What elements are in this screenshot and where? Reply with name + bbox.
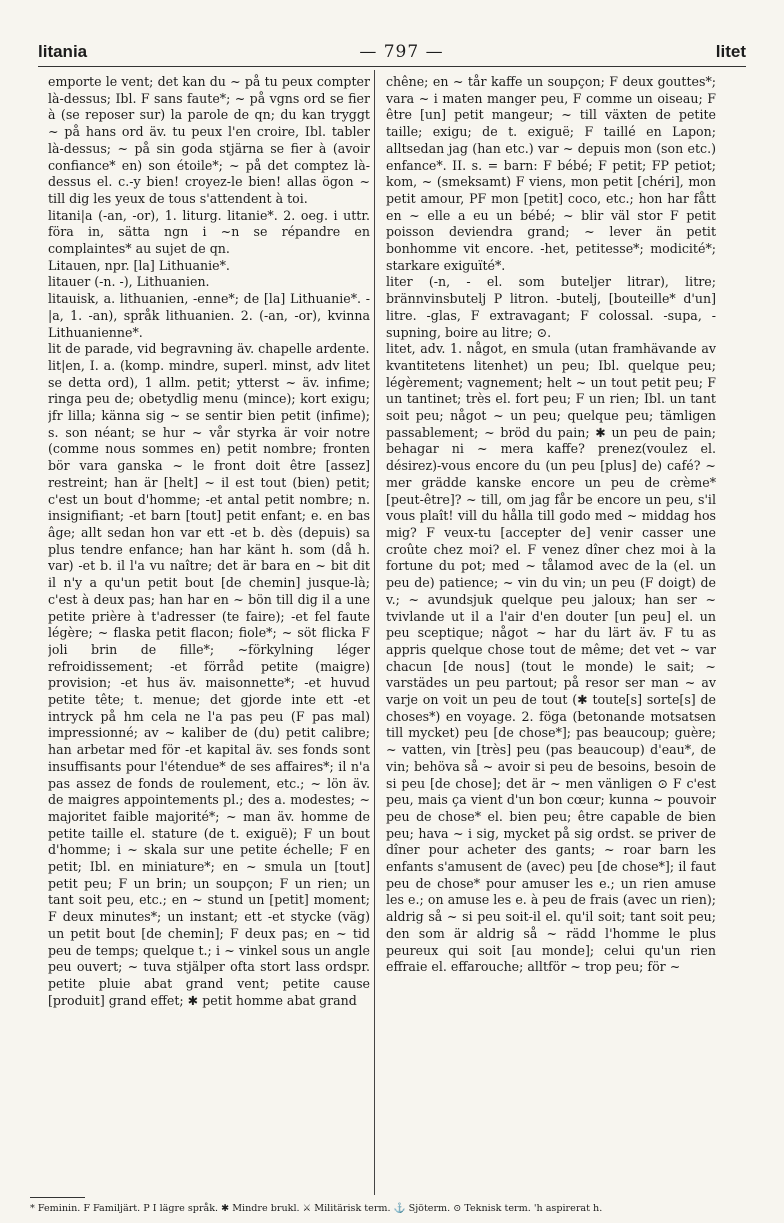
abbreviation-legend: * Feminin. F Familjärt. P I lägre språk. ✱ Mindre brukl. ⚔ Militärisk term. ⚓ Sjöterm. ⊙ Teknisk term. 'h aspirerat h. xyxy=(30,1203,603,1214)
footnote-rule xyxy=(30,1197,85,1198)
entry-lit-de-parade: lit de parade, vid begravning äv. chapelle ardente. xyxy=(48,341,370,357)
entry-litauisk: litauisk, a. lithuanien, -enne*; de [la] Lithuanie*. -|a, 1. -an), språk lithuanien. 2. (-an, -or), kvinna Lithuanienne*. xyxy=(48,291,370,340)
entry-litauer: litauer (-n. -), Lithuanien. xyxy=(48,274,210,290)
right-column xyxy=(386,74,716,1194)
header-right-guide-word: litet xyxy=(715,42,746,61)
entry-litet: litet, adv. 1. något, en smula (utan framhävande av kvantitetens litenhet) un peu; Ibl. quelque peu; légèrement; vagnement; helt ~ un tout petit peu; F un tantinet; très el. fort peu; F un rien; Ibl. un tant soit peu; något ~ un peu; quelque peu; tämligen passablement; ~ bröd du pain; ✱ un peu de pain; behagar ni ~ mera kaffe? prenez(voulez el. désirez)-vous encore du (un peu [plus] de) café? ~ mer grädde kanske encore un peu de crème* [peut-être]? ~ till, om jag får be encore un peu, s'il vous plaît! vill du hålla till godo med ~ middag hos mig? F veux-tu [accepter de] venir casser une croûte chez moi? el. F venez dîner chez moi à la fortune du pot; med ~ tålamod avec de la (el. un peu de) patience; ~ vin du vin; un peu (F doigt) de v.; ~ avundsjuk quelque peu jaloux; han ser ~ tvivlande ut il a l'air d'en douter [un peu] el. un peu sceptique; något ~ har du lärt äv. F tu as appris quelque chose tout de même; det vet ~ var chacun [de nous] (tout le monde) le sait; ~ varstädes un peu partout; på resor ser man ~ av varje on voit un peu de tout (✱ toute[s] sorte[s] de choses*) en voyage. 2. föga (betonande motsatsen till mycket) peu [de chose*]; pas beaucoup; guère; ~ vatten, vin [très] peu (pas beaucoup) d'eau*, de vin; behöva så ~ avoir si peu de besoins, besoin de si peu [de chose]; det är ~ men vänligen ⊙ F c'est peu, mais ça vient d'un bon cœur; kunna ~ pouvoir peu de chose* el. bien peu; être capable de bien peu; hava ~ i sig, mycket på sig ordst. se priver de dîner pour acheter des gants; ~ roar barn les enfants s'amusent de (avec) peu [de chose*]; il faut peu de chose* pour amuser les e.; un rien amuse les e.; on amuse les e. à peu de frais (avec un rien); aldrig så ~ si peu soit-il el. qu'il soit; tant soit peu; den som är aldrig så ~ rädd l'homme le plus peureux qui soit [au monde]; celui qu'un rien effraie el. effarouche; alltför ~ trop peu; för ~ xyxy=(386,341,716,975)
page-header xyxy=(38,38,746,67)
entry-liten: lit|en, I. a. (komp. mindre, superl. minst, adv litet se detta ord), 1 allm. petit; ytterst ~ äv. infime; ringa peu de; obetydlig menu (mince); kort exigu; jfr lilla; känna sig ~ se sentir bien petit (infime); s. son néant; se hur ~ vår styrka är voir notre (comme nous sommes en) petit nombre; fronten bör vara ganska ~ le front doit être [assez] restreint; han är [helt] ~ il est tout (bien) petit; c'est un bout d'homme; -et antal petit nombre; n. insignifiant; -et barn [tout] petit enfant; e. en bas âge; allt sedan hon var ett -et b. dès (depuis) sa plus tendre enfance; han har känt h. som (då h. var) -et b. il l'a vu naître; det är bara en ~ bit dit il n'y a qu'un petit bout [de chemin] jusque-là; c'est à deux pas; han har en ~ bön till dig il a une petite prière à t'adresser (te faire); -et fel faute légère; ~ flaska petit flacon; fiole*; ~ söt flicka F joli brin de fille*; ~förkylning léger refroidissement; -et förråd petite (maigre) provision; -et hus äv. maisonnette*; -et huvud petite tête; t. menue; det gjorde inte ett -et intryck på hm cela ne l'a pas peu (F pas mal) impressionné; av ~ kaliber de (du) petit calibre; han arbetar med för -et kapital äv. ses fonds sont insuffisants pour l'étendue* de ses affaires*; il n'a pas assez de fonds de roulement, etc.; ~ lön äv. de maigres appointements pl.; des a. modestes; ~ majoritet faible majorité*; ~ man äv. homme de petite taille el. stature (de t. exiguë); F un bout d'homme; i ~ skala sur une petite échelle; F en petit; Ibl. en miniature*; en ~ smula un [tout] petit peu; F un brin; un soupçon; F un rien; un tant soit peu, etc.; en ~ stund un [petit] moment; F deux minutes*; un instant; ett -et stycke (väg) un petit bout [de chemin]; F deux pas; en ~ tid peu de temps; quelque t.; i ~ vinkel sous un angle peu ouvert; ~ tuva stjälper ofta stort lass ordspr. petite pluie abat grand vent; petite cause [produit] grand effet; ✱ petit homme abat grand xyxy=(48,357,370,1008)
entry-litauen: Litauen, npr. [la] Lithuanie*. xyxy=(48,257,230,273)
page-number: — 797 — xyxy=(359,42,444,62)
entry-liter: liter (-n, - el. som butelјer litrar), litre; brännvinsbutelj P litron. -butelj, [bouteille* d'un] litre. -glas, F extravagant; F colossal. -supa, -supning, boire au litre; ⊙. xyxy=(386,274,716,340)
entry-liten-continued: chêne; en ~ tår kaffe un soupçon; F deux gouttes*; vara ~ i maten manger peu, F comme un oiseau; F être [un] petit mangeur; ~ till växten de petite taille; exigu; de t. exiguë; F taillé en Lapon; alltsedan jag (han etc.) var ~ depuis mon (son etc.) enfance*. II. s. = barn: F bébé; F petit; FP petiot; kom, ~ (smeksamt) F viens, mon petit [chéri], mon petit amour, PF mon [petit] coco, etc.; hon har fått en ~ elle a eu un bébé; ~ blir väl stor F petit poisson deviendra grand; ~ lever än petit bonhomme vit encore. -het, petitesse*; modicité*; starkare exiguïté*. xyxy=(386,74,716,273)
header-left-guide-word: litania xyxy=(38,42,88,61)
entry-text: emporte le vent; det kan du ~ på tu peux compter là-dessus; Ibl. F sans faute*; ~ på vgns ord se fier à (se reposer sur) la parole de qn; du kan tryggt ~ på hans ord äv. tu peux l'en croire, Ibl. tabler là-dessus; ~ på sin goda stjärna se fier à (avoir confiance* en) son étoile*; ~ på det comptez là-dessus el. c.-y bien! croyez-le bien! allas ögon ~ till dig les yeux de tous s'attendent à toi. xyxy=(48,74,370,206)
entry-litania: litani|a (-an, -or), 1. liturg. litanie*. 2. oeg. i uttr. föra in, sätta ngn i ~n se répandre en complaintes* au sujet de qn. xyxy=(48,207,370,257)
column-divider xyxy=(374,70,375,1195)
left-column xyxy=(48,74,370,1194)
